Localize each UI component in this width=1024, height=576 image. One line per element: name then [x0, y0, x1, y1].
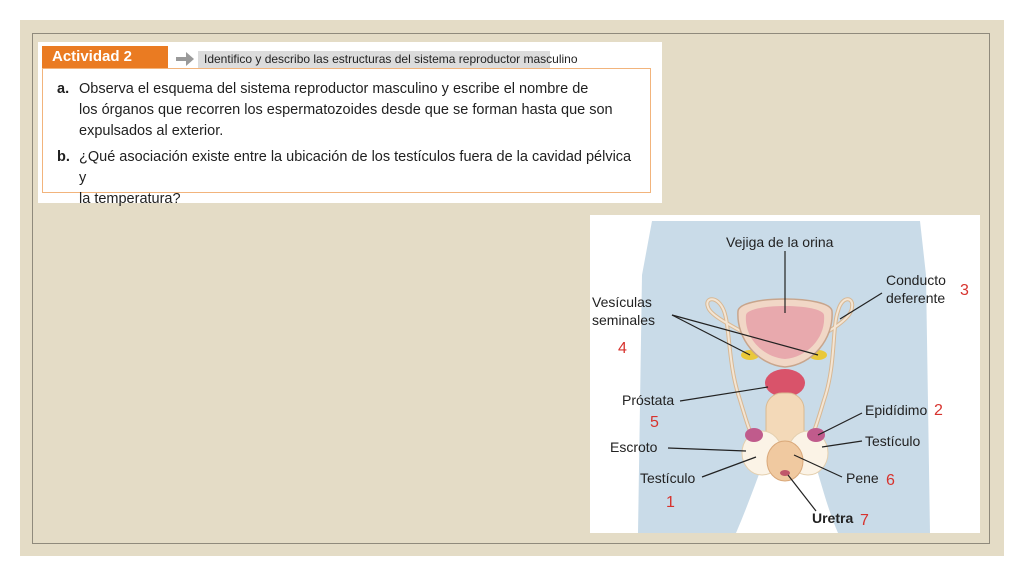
- left-epididymis: [745, 428, 763, 442]
- activity-tag: Actividad 2: [42, 46, 168, 68]
- number-vesiculas: 4: [618, 340, 627, 357]
- label-testiculo-left: Testículo: [640, 470, 696, 486]
- label-prostata: Próstata: [622, 392, 675, 408]
- activity-subtitle: Identifico y describo las estructuras del sistema reproductor masculino: [204, 52, 578, 66]
- question-text: Observa el esquema del sistema reproductor masculino y escribe el nombre de los órganos que recorren los espermatozoides desde que se forman hasta que son expulsados al exterior.: [79, 81, 613, 139]
- right-epididymis: [807, 428, 825, 442]
- label-vejiga: Vejiga de la orina: [726, 234, 834, 250]
- activity-subtitle-bar: [198, 51, 578, 68]
- label-vesiculas-2: seminales: [592, 312, 656, 328]
- label-epididimo: Epidídimo: [865, 402, 928, 418]
- number-prostata: 5: [650, 414, 659, 431]
- label-conducto-2: deferente: [886, 290, 946, 306]
- question-text: ¿Qué asociación existe entre la ubicación de los testículos fuera de la cavidad pélvica y la temperatura?: [79, 149, 632, 207]
- number-testiculo: 1: [666, 494, 675, 511]
- label-pene: Pene: [846, 470, 879, 486]
- label-conducto-1: Conducto: [886, 272, 946, 288]
- label-escroto: Escroto: [610, 439, 658, 455]
- question-letter: a.: [57, 81, 70, 97]
- diagram-illustration: [590, 215, 980, 533]
- activity-card: [38, 42, 662, 207]
- label-vesiculas-1: Vesículas: [592, 294, 652, 310]
- number-uretra: 7: [860, 512, 869, 529]
- arrow-right-icon: [176, 52, 194, 66]
- number-conducto: 3: [960, 282, 969, 299]
- label-testiculo-right: Testículo: [865, 433, 921, 449]
- question-letter: b.: [57, 149, 70, 165]
- number-epididimo: 2: [934, 402, 943, 419]
- questions-box: [42, 68, 651, 207]
- number-pene: 6: [886, 472, 895, 489]
- label-uretra: Uretra: [812, 510, 854, 526]
- reproductive-diagram: [590, 215, 980, 533]
